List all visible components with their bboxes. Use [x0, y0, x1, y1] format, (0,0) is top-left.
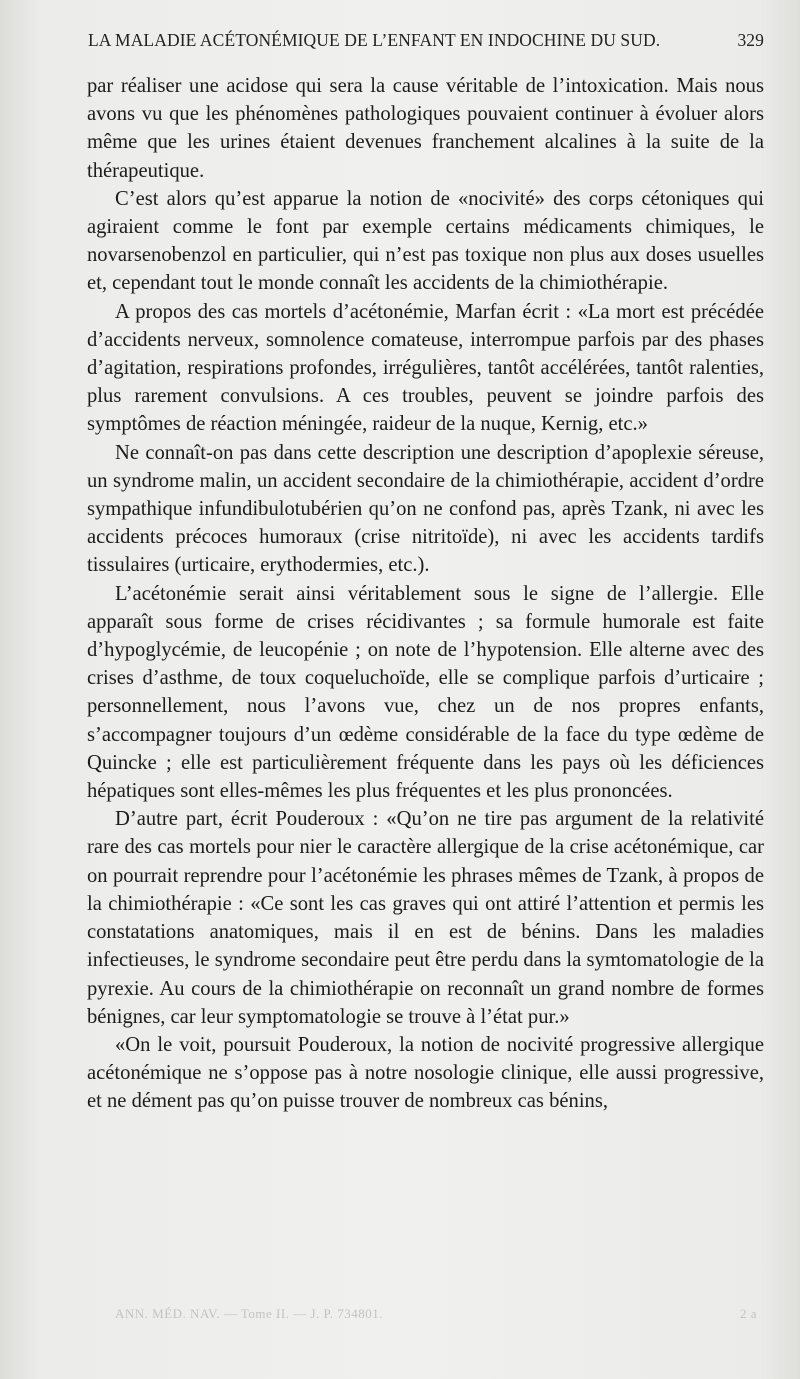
paragraph-1: par réaliser une acidose qui sera la cause véritable de l’intoxication. Mais nous avons vu que les phénomènes pathologiques pouvaient continuer à évoluer alors même que les urines étaient devenues franchement alcalines à la suite de la thérapeutique. — [87, 75, 764, 182]
signature-mark: 2 a — [739, 1306, 757, 1321]
paragraph-5: L’acétonémie serait ainsi véritablement sous le signe de l’allergie. Elle apparaît sous forme de crises récidivantes ; sa formule humorale est faite d’hypoglycémie, de leucopénie ; on note de l’hypotension. Elle alterne avec des crises d’asthme, de toux coqueluchoïde, elle se complique parfois d’urticaire ; personnellement, nous l’avons vue, chez un de nos propres enfants, s’accompagner toujours d’un œdème considérable de la face du type œdème de Quincke ; elle est particulièrement fréquente dans les pays où les déficiences hépatiques sont elles-mêmes les plus fréquentes et les plus prononcées. — [87, 582, 764, 803]
paragraph-4: Ne connaît-on pas dans cette description une description d’apoplexie séreuse, un syndrome malin, un accident secondaire de la chimiothérapie, accident d’ordre sympathique infundibulotubérien qu’on ne confond pas, après Tzank, ni avec les accidents précoces humoraux (crise nitritoïde), ni avec les accidents tardifs tissulaires (urticaire, erythodermies, etc.). — [87, 441, 764, 577]
printer-signature: ANN. MÉD. NAV. — Tome II. — J. P. 734801. — [115, 1306, 384, 1321]
body-text — [87, 72, 764, 1116]
paragraph-2: C’est alors qu’est apparue la notion de «nocivité» des corps cétoniques qui agiraient comme le font par exemple certains médicaments chimiques, le novarsenobenzol en particulier, qui n’est pas toxique non plus aux doses usuelles et, cependant tout le monde connaît les accidents de la chimiothérapie. — [87, 187, 764, 295]
running-head — [88, 30, 764, 60]
paragraph-6: D’autre part, écrit Pouderoux : «Qu’on ne tire pas argument de la relativité rare des cas mortels pour nier le caractère allergique de la crise acétonémique, car on pourrait reprendre pour l’acétonémie les phrases mêmes de Tzank, à propos de la chimiothérapie : «Ce sont les cas graves qui ont attiré l’attention et permis les constatations anatomiques, mais il en est de bénins. Dans les maladies infectieuses, le syndrome secondaire peut être perdu dans la symtomatologie de la pyrexie. Au cours de la chimiothérapie on reconnaît un grand nombre de formes bénignes, car leur symptomatologie se trouve à l’état pur.» — [87, 808, 764, 1028]
printer-footer — [115, 1306, 765, 1330]
running-head-title: LA MALADIE ACÉTONÉMIQUE DE L’ENFANT EN INDOCHINE DU SUD. — [88, 30, 661, 50]
paragraph-3: A propos des cas mortels d’acétonémie, Marfan écrit : «La mort est précédée d’accidents nerveux, somnolence comateuse, interrompue parfois par des phases d’agitation, respirations profondes, irrégulières, tantôt accélérées, tantôt ralenties, plus rarement convulsions. A ces troubles, peuvent se joindre parfois des symptômes de réaction méningée, raideur de la nuque, Kernig, etc.» — [87, 300, 764, 436]
page-number: 329 — [737, 30, 764, 50]
paragraph-7: «On le voit, poursuit Pouderoux, la notion de nocivité progressive allergique acétonémique ne s’oppose pas à notre nosologie clinique, elle aussi progressive, et ne dément pas qu’on puisse trouver de nombreux cas bénins, — [87, 1033, 764, 1113]
